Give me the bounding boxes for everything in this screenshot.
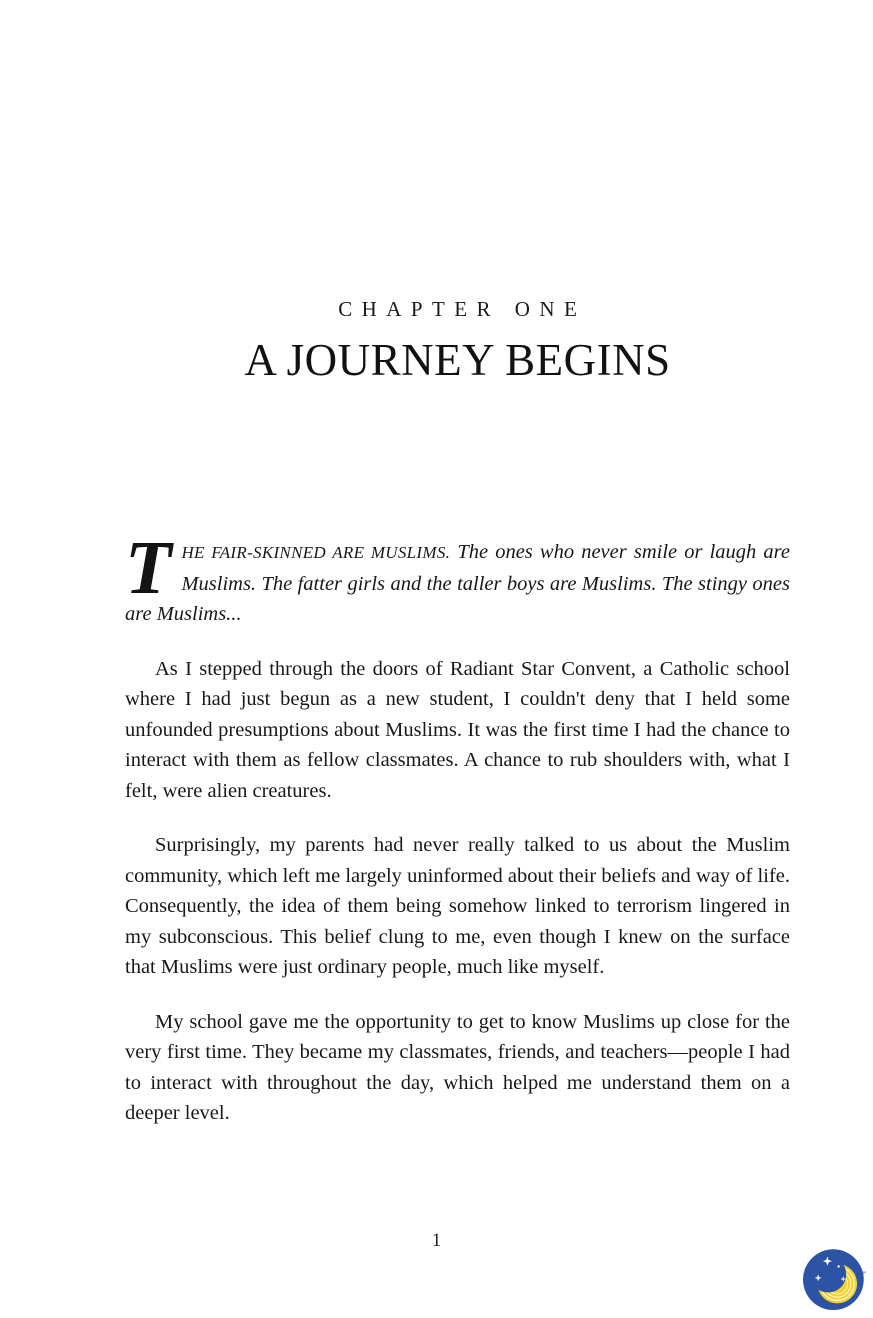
intro-rest-text: The ones who never smile or laugh are Muslims. The fatter girls and the taller boys are Muslims. The stingy ones are Muslims... xyxy=(125,541,790,625)
page-number: 1 xyxy=(431,1230,442,1251)
chapter-title: A JOURNEY BEGINS xyxy=(244,335,671,385)
intro-paragraph xyxy=(125,526,790,630)
paragraph: Surprisingly, my parents had never really talked to us about the Muslim community, which left me largely uninformed about their beliefs and way of life. Consequently, the idea of them being somehow linked to terrorism lingered in my subconscious. This belief clung to me, even though I knew on the surface that Muslims were just ordinary people, much like myself. xyxy=(125,834,790,978)
moon-and-stars-icon xyxy=(801,1246,867,1312)
intro-smallcaps-text: HE FAIR-SKINNED ARE MUSLIMS. xyxy=(181,543,451,562)
chapter-label: CHAPTER ONE xyxy=(338,297,587,321)
paragraph: My school gave me the opportunity to get to know Muslims up close for the very first time. They became my classmates, friends, and teachers—people I had to interact with throughout the day, which helped me understand them on a deeper level. xyxy=(125,1010,790,1124)
dropcap-letter: T xyxy=(125,526,172,610)
paragraph: As I stepped through the doors of Radiant Star Convent, a Catholic school where I had just begun as a new student, I couldn't deny that I held some unfounded presumptions about Muslims. It was the first time I had the chance to interact with them as fellow classmates. A chance to rub shoulders with, what I felt, were alien creatures. xyxy=(125,657,790,802)
body-text xyxy=(125,526,790,1129)
